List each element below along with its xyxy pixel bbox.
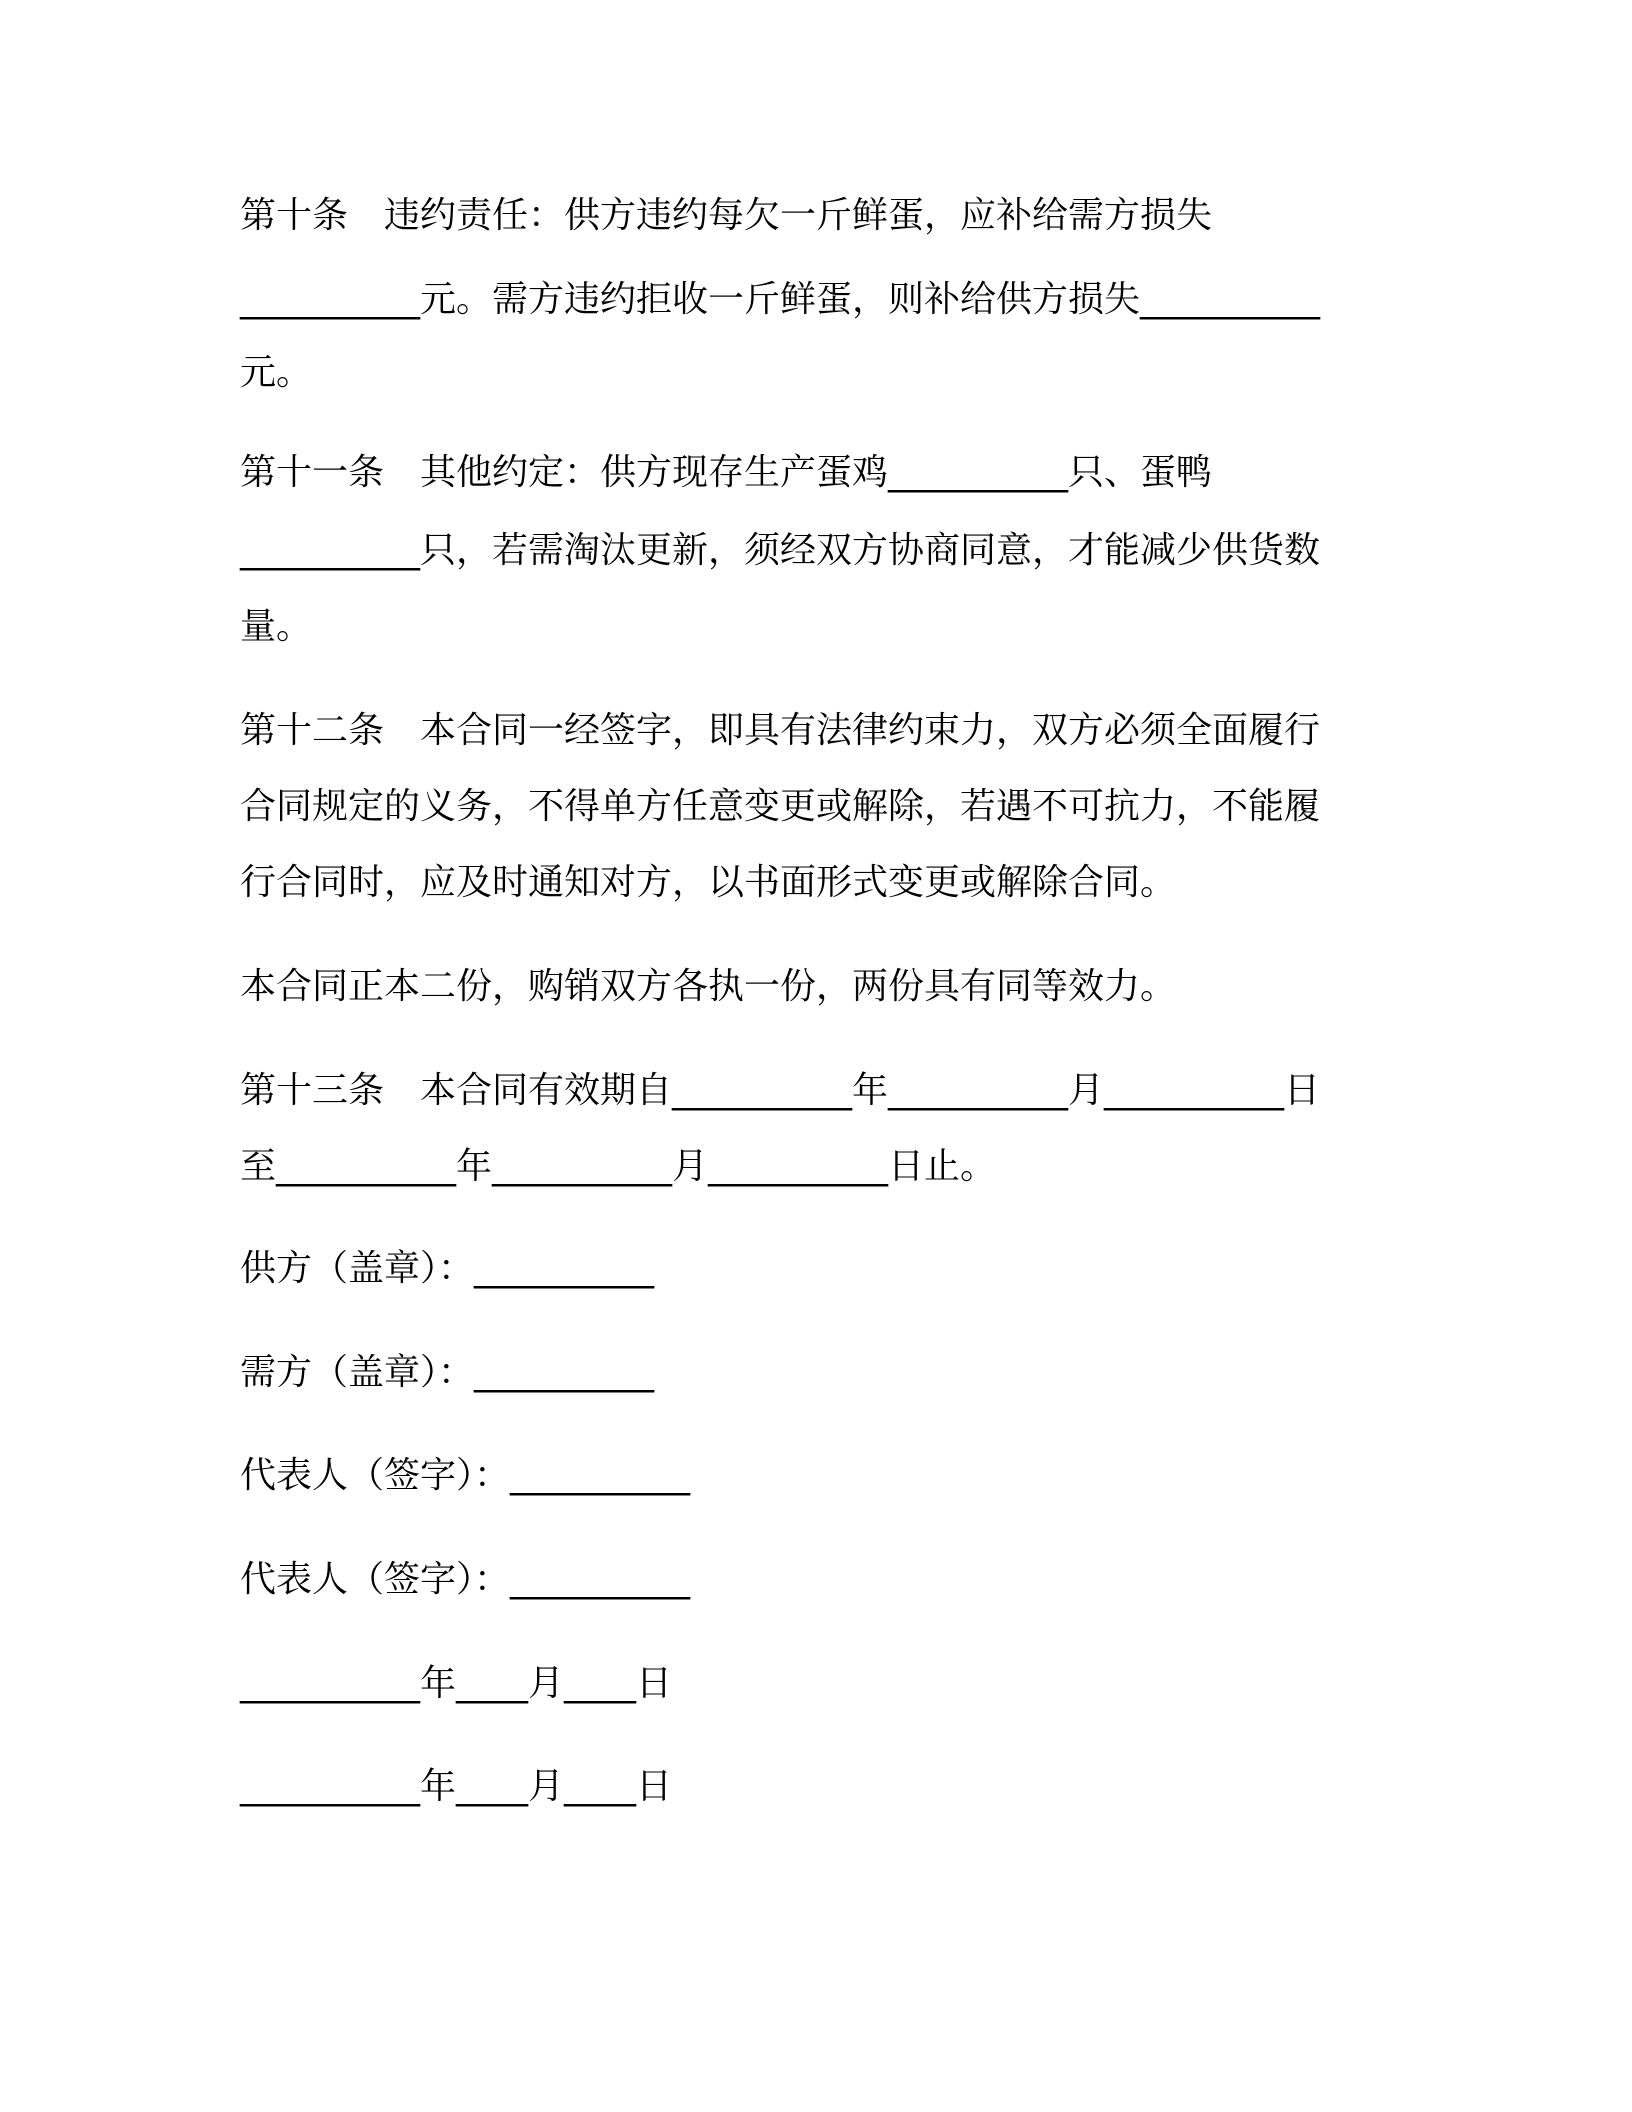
- text-line: 第十条 违约责任：供方违约每欠一斤鲜蛋，应补给需方损失: [240, 195, 1213, 236]
- text-line: 代表人（签字）：__________: [240, 1455, 691, 1496]
- text-line: 合同规定的义务，不得单方任意变更或解除，若遇不可抗力，不能履: [240, 786, 1321, 827]
- text-line: 第十二条 本合同一经签字，即具有法律约束力，双方必须全面履行: [240, 710, 1321, 751]
- text-line: 代表人（签字）：__________: [240, 1559, 691, 1600]
- text-line: 行合同时，应及时通知对方，以书面形式变更或解除合同。: [240, 862, 1177, 903]
- text-line: 至__________年__________月__________日止。: [240, 1146, 997, 1187]
- text-line: 供方（盖章）：__________: [240, 1248, 655, 1289]
- text-line: 第十三条 本合同有效期自__________年__________月__________日: [240, 1070, 1321, 1111]
- text-line: __________年____月____日: [240, 1766, 672, 1807]
- text-line: __________年____月____日: [240, 1663, 672, 1704]
- text-line: __________只，若需淘汰更新，须经双方协商同意，才能减少供货数: [240, 530, 1321, 571]
- text-line: 量。: [240, 606, 313, 647]
- text-line: 需方（盖章）：__________: [240, 1352, 655, 1393]
- text-line: 元。: [240, 352, 313, 393]
- text-line: 第十一条 其他约定：供方现存生产蛋鸡__________只、蛋鸭: [240, 452, 1213, 493]
- text-line: __________元。需方违约拒收一斤鲜蛋，则补给供方损失__________: [240, 279, 1321, 320]
- text-line: 本合同正本二份，购销双方各执一份，两份具有同等效力。: [240, 966, 1177, 1007]
